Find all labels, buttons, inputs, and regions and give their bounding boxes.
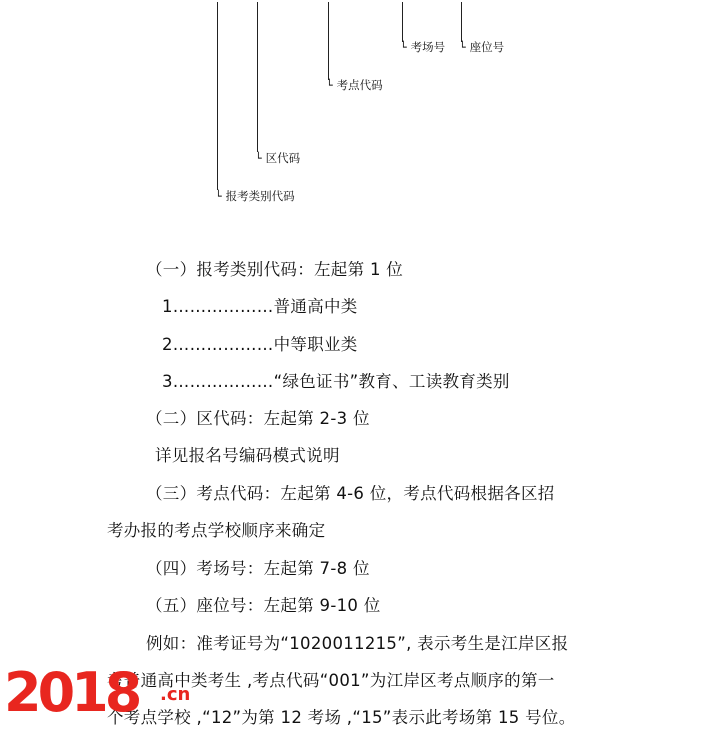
section-5-title: （五）座位号：左起第 9-10 位 [146, 596, 381, 615]
section-1-item-3: 3………………“绿色证书”教育、工读教育类别 [162, 372, 510, 391]
connector-seat [461, 2, 462, 42]
watermark-domain: .cn [160, 684, 191, 705]
connector-district [257, 2, 258, 152]
example-line-1: 例如：准考证号为“1020011215”, 表示考生是江岸区报 [146, 634, 569, 653]
section-1-item-1: 1………………普通高中类 [162, 297, 358, 316]
example-line-3: 个考点学校 ,“12”为第 12 考场 ,“15”表示此考场第 15 号位。 [107, 708, 576, 727]
section-2-note: 详见报名号编码模式说明 [155, 446, 340, 465]
code-structure-diagram [0, 0, 709, 215]
label-seat: └ 座位号 [459, 40, 505, 54]
label-district-code: └ 区代码 [255, 151, 301, 165]
watermark-number: 2018 [4, 661, 139, 724]
example-line-2: 考普通高中类考生 ,考点代码“001”为江岸区考点顺序的第一 [107, 671, 555, 690]
section-3-line-2: 考办报的考点学校顺序来确定 [107, 521, 326, 540]
section-4-title: （四）考场号：左起第 7-8 位 [146, 559, 370, 578]
connector-category [217, 2, 218, 190]
label-exam-site-code: └ 考点代码 [326, 78, 383, 92]
section-1-title: （一）报考类别代码：左起第 1 位 [146, 260, 404, 279]
connector-exam-site [328, 2, 329, 80]
section-2-title: （二）区代码：左起第 2-3 位 [146, 409, 370, 428]
label-category-code: └ 报考类别代码 [215, 189, 295, 203]
section-1-item-2: 2………………中等职业类 [162, 335, 358, 354]
connector-exam-room [402, 2, 403, 42]
label-exam-room: └ 考场号 [400, 40, 446, 54]
section-3-line-1: （三）考点代码：左起第 4-6 位，考点代码根据各区招 [146, 484, 555, 503]
watermark-logo [0, 662, 200, 730]
